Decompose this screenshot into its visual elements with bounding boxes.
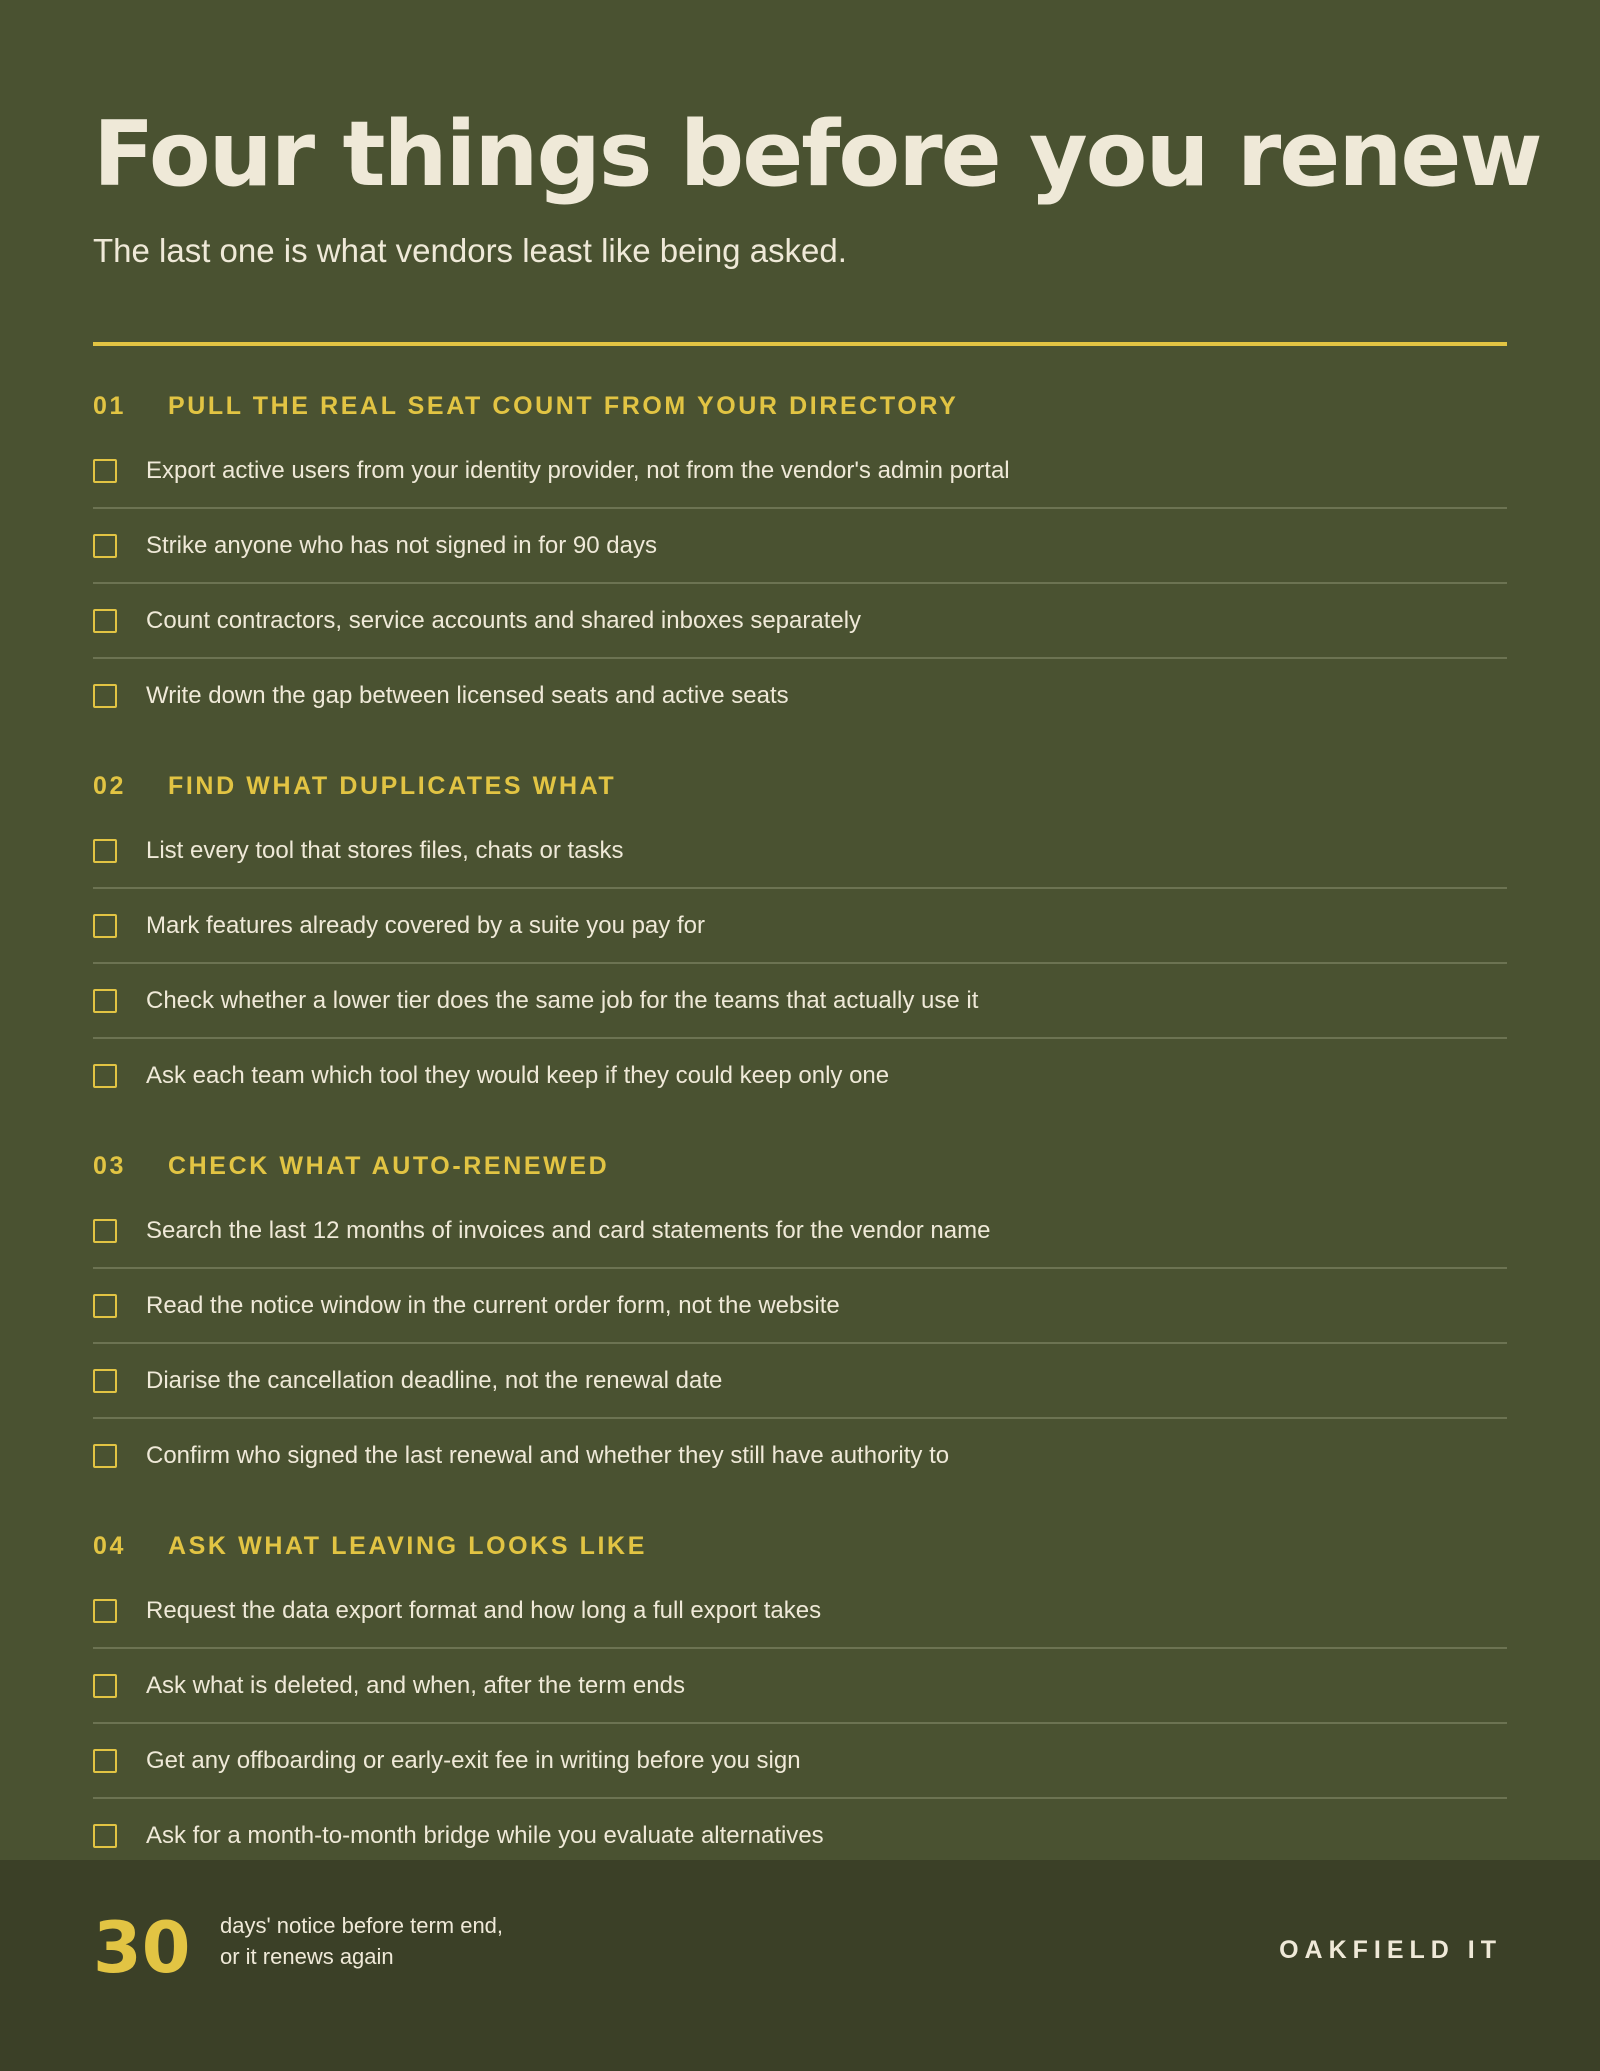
checklist-item-label: Check whether a lower tier does the same job for the teams that actually use it xyxy=(146,986,979,1014)
checklist-item xyxy=(93,889,1507,964)
checkbox[interactable] xyxy=(93,1219,117,1243)
section-04 xyxy=(93,1518,1507,1872)
section-number: 02 xyxy=(93,771,127,800)
checklist-item xyxy=(93,509,1507,584)
section-heading xyxy=(93,378,1507,434)
checkbox[interactable] xyxy=(93,1749,117,1773)
section-03 xyxy=(93,1138,1507,1492)
checkbox[interactable] xyxy=(93,459,117,483)
checklist-item xyxy=(93,1194,1507,1269)
checklist-sections xyxy=(93,378,1507,1898)
checklist-item-label: Diarise the cancellation deadline, not the renewal date xyxy=(146,1366,723,1394)
checklist-item xyxy=(93,964,1507,1039)
checklist-item-label: Strike anyone who has not signed in for 90 days xyxy=(146,531,657,559)
checklist-item-label: Ask what is deleted, and when, after the term ends xyxy=(146,1671,685,1699)
checkbox[interactable] xyxy=(93,989,117,1013)
checklist-item-label: Search the last 12 months of invoices and card statements for the vendor name xyxy=(146,1216,991,1244)
notice-days-number: 30 xyxy=(93,1907,191,1989)
checkbox[interactable] xyxy=(93,1824,117,1848)
checklist-items xyxy=(93,434,1507,732)
checkbox[interactable] xyxy=(93,609,117,633)
checklist-items xyxy=(93,814,1507,1112)
checklist-item-label: Ask each team which tool they would keep if they could keep only one xyxy=(146,1061,890,1089)
footer-band xyxy=(0,1860,1600,2071)
section-heading xyxy=(93,1138,1507,1194)
page-subtitle: The last one is what vendors least like being asked. xyxy=(93,232,847,269)
header-divider xyxy=(93,342,1507,346)
section-title: FIND WHAT DUPLICATES WHAT xyxy=(168,771,617,800)
checklist-item xyxy=(93,1269,1507,1344)
checklist-item-label: List every tool that stores files, chats or tasks xyxy=(146,836,624,864)
checkbox[interactable] xyxy=(93,1674,117,1698)
section-number: 03 xyxy=(93,1151,127,1180)
checklist-item-label: Count contractors, service accounts and shared inboxes separately xyxy=(146,606,862,634)
section-title: CHECK WHAT AUTO-RENEWED xyxy=(168,1151,610,1180)
checkbox[interactable] xyxy=(93,1064,117,1088)
checkbox[interactable] xyxy=(93,1599,117,1623)
checkbox[interactable] xyxy=(93,1369,117,1393)
section-01 xyxy=(93,378,1507,732)
brand-wordmark: OAKFIELD IT xyxy=(1279,1936,1502,1964)
notice-days-caption: days' notice before term end, or it renews again xyxy=(220,1913,504,1969)
checklist-item-label: Read the notice window in the current order form, not the website xyxy=(146,1291,840,1319)
section-heading xyxy=(93,1518,1507,1574)
checklist-item xyxy=(93,1724,1507,1799)
checklist-item xyxy=(93,814,1507,889)
checklist-item xyxy=(93,584,1507,659)
checklist-item xyxy=(93,1574,1507,1649)
section-02 xyxy=(93,758,1507,1112)
checklist-items xyxy=(93,1194,1507,1492)
section-title: ASK WHAT LEAVING LOOKS LIKE xyxy=(168,1531,647,1560)
checklist-item xyxy=(93,1649,1507,1724)
section-title: PULL THE REAL SEAT COUNT FROM YOUR DIRECTORY xyxy=(168,391,959,420)
section-heading xyxy=(93,758,1507,814)
checkbox[interactable] xyxy=(93,1294,117,1318)
checkbox[interactable] xyxy=(93,1444,117,1468)
checklist-item xyxy=(93,1039,1507,1112)
checkbox[interactable] xyxy=(93,914,117,938)
checklist-item-label: Confirm who signed the last renewal and whether they still have authority to xyxy=(146,1441,950,1469)
checkbox[interactable] xyxy=(93,684,117,708)
page-title: Four things before you renew xyxy=(93,102,1541,207)
checklist-item xyxy=(93,1419,1507,1492)
checkbox[interactable] xyxy=(93,534,117,558)
checklist-item-label: Ask for a month-to-month bridge while you evaluate alternatives xyxy=(146,1821,824,1849)
section-number: 04 xyxy=(93,1531,127,1560)
checkbox[interactable] xyxy=(93,839,117,863)
checklist-item xyxy=(93,659,1507,732)
checklist-items xyxy=(93,1574,1507,1872)
checklist-item-label: Get any offboarding or early-exit fee in writing before you sign xyxy=(146,1746,801,1774)
checklist-item xyxy=(93,1344,1507,1419)
checklist-item-label: Request the data export format and how long a full export takes xyxy=(146,1596,822,1624)
checklist-item-label: Write down the gap between licensed seats and active seats xyxy=(146,681,789,709)
section-number: 01 xyxy=(93,391,127,420)
checklist-item-label: Mark features already covered by a suite you pay for xyxy=(146,911,705,939)
checklist-item xyxy=(93,434,1507,509)
checklist-item-label: Export active users from your identity provider, not from the vendor's admin portal xyxy=(146,456,1010,484)
